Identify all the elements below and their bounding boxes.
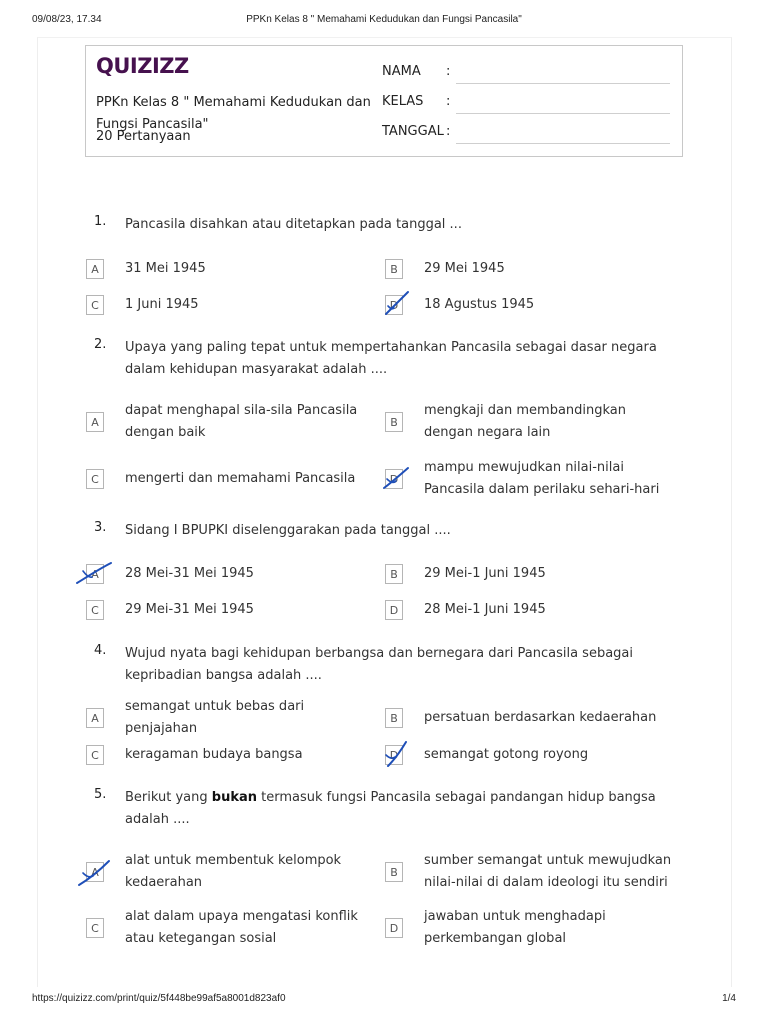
quiz-title: PPKn Kelas 8 " Memahami Kedudukan dan Fungsi Pancasila" [96, 95, 371, 132]
handwritten-check-icon [374, 286, 418, 324]
option-text: persatuan berdasarkan kedaerahan [424, 710, 657, 725]
question-number: 3. [94, 520, 107, 535]
question-text: Berikut yang bukan termasuk fungsi Pancasila sebagai pandangan hidup bangsa adalah .... [125, 790, 656, 827]
name-label: NAMA [382, 64, 421, 79]
date-colon: : [446, 124, 451, 139]
question-count: 20 Pertanyaan [96, 129, 191, 144]
option-a[interactable] [86, 399, 376, 445]
handwritten-check-icon [75, 853, 119, 891]
class-colon: : [446, 94, 451, 109]
option-text: 28 Mei-31 Mei 1945 [125, 566, 254, 581]
option-text: semangat untuk bebas dari penjajahan [125, 699, 305, 736]
option-text: 28 Mei-1 Juni 1945 [424, 602, 546, 617]
handwritten-check-icon [75, 555, 119, 593]
option-letter-box: D [385, 295, 403, 315]
option-letter-box: C [86, 745, 104, 765]
option-text: 29 Mei-31 Mei 1945 [125, 602, 254, 617]
quiz-header-box [85, 45, 683, 157]
question-text: Pancasila disahkan atau ditetapkan pada tanggal ... [125, 217, 462, 232]
option-text: 1 Juni 1945 [125, 297, 199, 312]
option-letter-box: D [385, 918, 403, 938]
option-text: 31 Mei 1945 [125, 261, 206, 276]
page-card [37, 37, 732, 987]
option-letter-box: A [86, 708, 104, 728]
page-number: 1/4 [722, 993, 736, 1004]
option-b[interactable] [385, 256, 675, 282]
handwritten-check-icon [374, 736, 418, 774]
option-letter-box: B [385, 259, 403, 279]
print-header [0, 14, 768, 28]
option-text: mengkaji dan membandingkan dengan negara lain [424, 403, 627, 440]
option-letter-box: D [385, 745, 403, 765]
print-footer [0, 993, 768, 1007]
option-text: mampu mewujudkan nilai-nilai Pancasila dalam perilaku sehari-hari [424, 460, 660, 497]
option-b[interactable] [385, 561, 675, 587]
option-a[interactable] [86, 849, 376, 895]
quizizz-logo: QUIZIZZ [96, 54, 189, 78]
option-text: jawaban untuk menghadapi perkembangan global [424, 909, 606, 946]
option-letter-box: D [385, 469, 403, 489]
question-number: 5. [94, 787, 107, 802]
date-field[interactable] [382, 124, 678, 144]
option-text: sumber semangat untuk mewujudkan nilai-nilai di dalam ideologi itu sendiri [424, 853, 672, 890]
option-letter-box: B [385, 862, 403, 882]
name-field[interactable] [382, 64, 678, 84]
option-a[interactable] [86, 699, 376, 736]
option-letter-box: A [86, 564, 104, 584]
option-text: semangat gotong royong [424, 747, 589, 762]
option-d[interactable] [385, 292, 675, 318]
option-d[interactable] [385, 742, 675, 768]
option-text: 29 Mei 1945 [424, 261, 505, 276]
option-b[interactable] [385, 849, 675, 895]
option-letter-box: C [86, 918, 104, 938]
print-url: https://quizizz.com/print/quiz/5f448be99af5a8001d823af0 [32, 993, 286, 1004]
option-letter-box: B [385, 564, 403, 584]
option-text: 18 Agustus 1945 [424, 297, 535, 312]
date-line [456, 143, 670, 144]
option-text: keragaman budaya bangsa [125, 747, 303, 762]
option-text: 29 Mei-1 Juni 1945 [424, 566, 546, 581]
option-letter-box: D [385, 600, 403, 620]
question-number: 1. [94, 214, 107, 229]
question-text: Upaya yang paling tepat untuk mempertahankan Pancasila sebagai dasar negara dalam kehidupan masyarakat adalah .... [125, 340, 657, 377]
option-d[interactable] [385, 456, 675, 502]
option-letter-box: C [86, 469, 104, 489]
class-line [456, 113, 670, 114]
option-c[interactable] [86, 456, 376, 502]
option-letter-box: B [385, 708, 403, 728]
question-number: 4. [94, 643, 107, 658]
option-letter-box: A [86, 412, 104, 432]
option-text: alat dalam upaya mengatasi konflik atau ketegangan sosial [125, 909, 358, 946]
option-c[interactable] [86, 905, 376, 951]
print-doc-title: PPKn Kelas 8 " Memahami Kedudukan dan Fungsi Pancasila" [246, 14, 522, 25]
option-c[interactable] [86, 597, 376, 623]
name-line [456, 83, 670, 84]
option-text: mengerti dan memahami Pancasila [125, 471, 356, 486]
option-a[interactable] [86, 561, 376, 587]
class-label: KELAS [382, 94, 424, 109]
option-c[interactable] [86, 292, 376, 318]
name-colon: : [446, 64, 451, 79]
date-label: TANGGAL [382, 124, 444, 139]
print-datetime: 09/08/23, 17.34 [32, 14, 102, 25]
option-b[interactable] [385, 705, 675, 731]
class-field[interactable] [382, 94, 678, 114]
option-text: dapat menghapal sila-sila Pancasila dengan baik [125, 403, 358, 440]
option-text: alat untuk membentuk kelompok kedaerahan [125, 853, 342, 890]
emphasis-bukan: bukan [211, 790, 257, 805]
question-number: 2. [94, 337, 107, 352]
question-text: Wujud nyata bagi kehidupan berbangsa dan bernegara dari Pancasila sebagai kepribadian bangsa adalah .... [125, 646, 633, 683]
option-letter-box: C [86, 295, 104, 315]
handwritten-check-icon [374, 460, 418, 498]
option-d[interactable] [385, 905, 675, 951]
option-letter-box: C [86, 600, 104, 620]
option-c[interactable] [86, 742, 376, 768]
option-letter-box: B [385, 412, 403, 432]
option-d[interactable] [385, 597, 675, 623]
option-letter-box: A [86, 862, 104, 882]
option-letter-box: A [86, 259, 104, 279]
option-a[interactable] [86, 256, 376, 282]
question-text: Sidang I BPUPKI diselenggarakan pada tanggal .... [125, 523, 451, 538]
option-b[interactable] [385, 399, 675, 445]
